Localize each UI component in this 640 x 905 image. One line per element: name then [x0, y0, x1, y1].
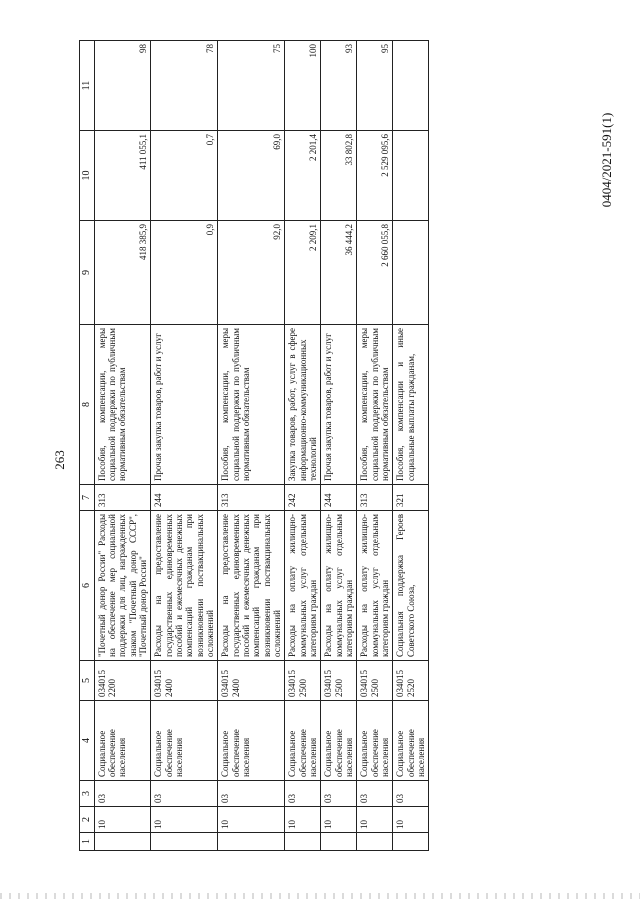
cell-c7: 313 — [218, 485, 285, 511]
cell-c10: 0,7 — [151, 131, 218, 221]
cell-c9 — [393, 221, 429, 325]
cell-c7: 244 — [151, 485, 218, 511]
cell-c5: 034015 2400 — [218, 661, 285, 701]
cell-c4: Социальное обеспечение населения — [357, 701, 393, 781]
cell-c10: 33 802,8 — [321, 131, 357, 221]
cell-c11: 75 — [218, 41, 285, 131]
cell-c2: 10 — [94, 807, 151, 833]
cell-c9: 0,9 — [151, 221, 218, 325]
cell-c6: Расходы на оплату жилищно-коммунальных услуг отдельным категориям граждан — [321, 511, 357, 661]
cell-c3: 03 — [285, 781, 321, 807]
cell-c11: 78 — [151, 41, 218, 131]
cell-c4: Социальное обеспечение населения — [218, 701, 285, 781]
cell-c3: 03 — [94, 781, 151, 807]
cell-c4: Социальное обеспечение населения — [285, 701, 321, 781]
cell-c4: Социальное обеспечение населения — [321, 701, 357, 781]
cell-c8: Пособия, компенсации, меры социальной поддержки по публичным нормативным обязательствам — [94, 325, 151, 485]
cell-c2: 10 — [218, 807, 285, 833]
cell-c3: 03 — [393, 781, 429, 807]
cell-c1 — [321, 833, 357, 851]
table-row — [321, 41, 357, 851]
cell-c11: 95 — [357, 41, 393, 131]
cell-c5: 034015 2200 — [94, 661, 151, 701]
cell-c2: 10 — [357, 807, 393, 833]
cell-c8: Прочая закупка товаров, работ и услуг — [151, 325, 218, 485]
cell-c1 — [393, 833, 429, 851]
cell-c7: 242 — [285, 485, 321, 511]
cell-c10: 2 529 095,6 — [357, 131, 393, 221]
col-header: 1 — [80, 833, 95, 851]
table-row — [393, 41, 429, 851]
cell-c4: Социальное обеспечение населения — [393, 701, 429, 781]
cell-c5: 034015 2500 — [321, 661, 357, 701]
cell-c3: 03 — [151, 781, 218, 807]
cell-c7: 313 — [94, 485, 151, 511]
cell-c2: 10 — [151, 807, 218, 833]
cell-c3: 03 — [357, 781, 393, 807]
table-row — [218, 41, 285, 851]
cell-c8: Пособия, компенсации, меры социальной поддержки по публичным нормативным обязательствам — [357, 325, 393, 485]
cell-c5: 034015 2400 — [151, 661, 218, 701]
table-row — [151, 41, 218, 851]
cell-c2: 10 — [393, 807, 429, 833]
cell-c9: 2 209,1 — [285, 221, 321, 325]
cell-c1 — [357, 833, 393, 851]
col-header: 7 — [80, 485, 95, 511]
cell-c8: Пособия, компенсации и иные социальные выплаты гражданам, — [393, 325, 429, 485]
cell-c6: Социальная поддержка Героев Советского Союза, — [393, 511, 429, 661]
cell-c6: Расходы на предоставление государственных единовременных пособий и ежемесячных денежных компенсаций гражданам при возникновении поствакцинальных осложнений — [218, 511, 285, 661]
cell-c10: 2 201,4 — [285, 131, 321, 221]
cell-c9: 418 385,9 — [94, 221, 151, 325]
cell-c4: Социальное обеспечение населения — [151, 701, 218, 781]
cell-c4: Социальное обеспечение населения — [94, 701, 151, 781]
cell-c6: Расходы на оплату жилищно-коммунальных услуг отдельным категориям граждан — [357, 511, 393, 661]
cell-c7: 321 — [393, 485, 429, 511]
cell-c6: Расходы на предоставление государственных единовременных пособий и ежемесячных денежных компенсаций гражданам при возникновении поствакцинальных осложнений — [151, 511, 218, 661]
cell-c3: 03 — [218, 781, 285, 807]
cell-c11 — [393, 41, 429, 131]
cell-c9: 92,0 — [218, 221, 285, 325]
cell-c6: Расходы на оплату жилищно-коммунальных услуг отдельным категориям граждан — [285, 511, 321, 661]
cell-c10: 69,0 — [218, 131, 285, 221]
cell-c6: "Почетный донор России" Расходы на обеспечение мер социальной поддержки для лиц, награжденных знаком "Почетный донор СССР", "Почетный донор России" — [94, 511, 151, 661]
cell-c1 — [218, 833, 285, 851]
page-number: 263 — [52, 450, 67, 470]
header-row — [80, 41, 95, 851]
col-header: 5 — [80, 661, 95, 701]
col-header: 10 — [80, 131, 95, 221]
cell-c9: 36 444,2 — [321, 221, 357, 325]
cell-c5: 034015 2500 — [285, 661, 321, 701]
cell-c5: 034015 2520 — [393, 661, 429, 701]
scan-artifact — [0, 893, 640, 899]
cell-c7: 244 — [321, 485, 357, 511]
cell-c8: Пособия, компенсации, меры социальной поддержки по публичным нормативным обязательствам — [218, 325, 285, 485]
cell-c10: 411 055,1 — [94, 131, 151, 221]
table-row — [357, 41, 393, 851]
cell-c8: Закупка товаров, работ, услуг в сфере информационно-коммуникационных технологий — [285, 325, 321, 485]
cell-c11: 93 — [321, 41, 357, 131]
col-header: 9 — [80, 221, 95, 325]
cell-c1 — [285, 833, 321, 851]
col-header: 3 — [80, 781, 95, 807]
table-row — [94, 41, 151, 851]
col-header: 8 — [80, 325, 95, 485]
cell-c9: 2 660 055,8 — [357, 221, 393, 325]
cell-c11: 100 — [285, 41, 321, 131]
cell-c1 — [151, 833, 218, 851]
budget-table — [79, 40, 429, 851]
cell-c10 — [393, 131, 429, 221]
budget-table-rotated — [79, 41, 591, 851]
col-header: 6 — [80, 511, 95, 661]
document-code: 0404/2021-591(1) — [599, 112, 614, 208]
cell-c2: 10 — [285, 807, 321, 833]
table-row — [285, 41, 321, 851]
cell-c3: 03 — [321, 781, 357, 807]
col-header: 11 — [80, 41, 95, 131]
cell-c2: 10 — [321, 807, 357, 833]
cell-c1 — [94, 833, 151, 851]
col-header: 4 — [80, 701, 95, 781]
cell-c11: 98 — [94, 41, 151, 131]
col-header: 2 — [80, 807, 95, 833]
cell-c7: 313 — [357, 485, 393, 511]
cell-c8: Прочая закупка товаров, работ и услуг — [321, 325, 357, 485]
cell-c5: 034015 2500 — [357, 661, 393, 701]
